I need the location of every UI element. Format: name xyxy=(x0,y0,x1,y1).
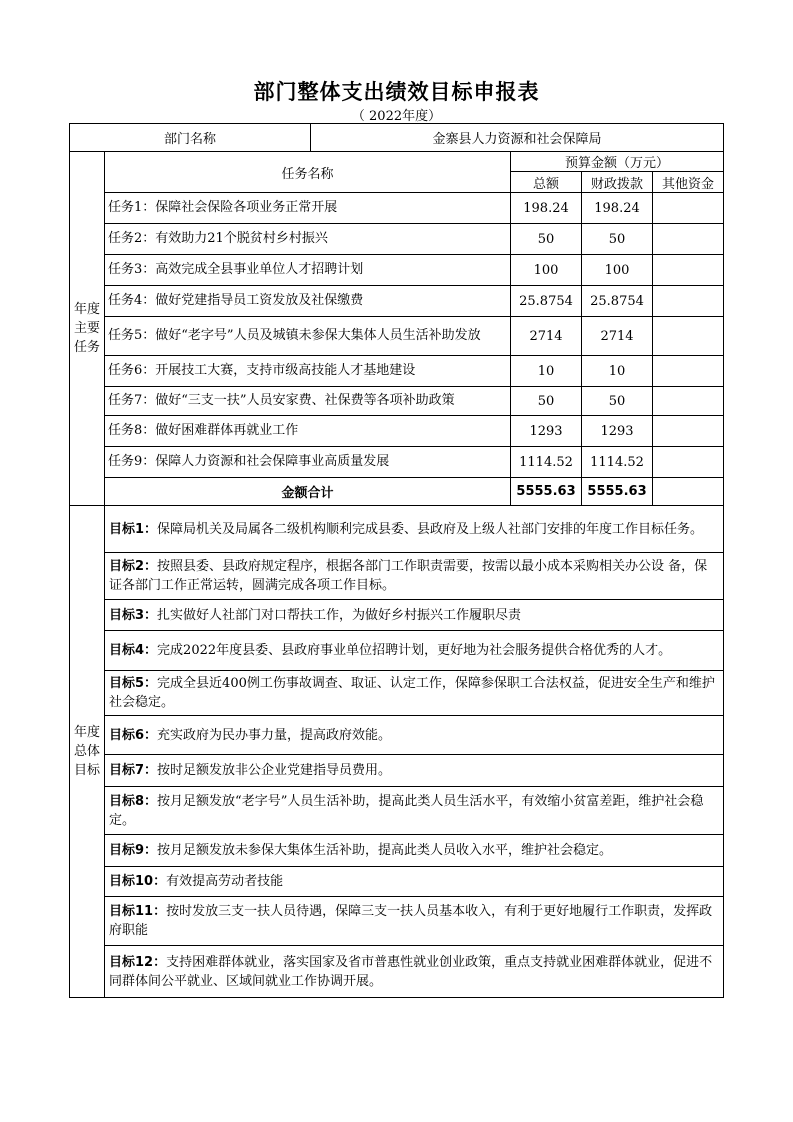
goal-text xyxy=(105,835,724,867)
goal-label: 目标12： xyxy=(109,954,167,970)
budget-header: 预算金额（万元） xyxy=(511,152,724,172)
task-fiscal: 50 xyxy=(582,387,653,416)
goal-text xyxy=(105,506,724,553)
goal-label: 目标1： xyxy=(109,521,158,537)
goals-section-label: 年度 总体 目标 xyxy=(70,506,105,998)
task-fiscal: 50 xyxy=(582,224,653,255)
sum-other xyxy=(653,478,724,506)
task-name: 任务2：有效助力21个脱贫村乡村振兴 xyxy=(105,224,511,255)
task-row xyxy=(70,416,724,447)
task-other xyxy=(653,416,724,447)
task-row xyxy=(70,286,724,317)
task-total: 50 xyxy=(511,387,582,416)
task-total: 25.8754 xyxy=(511,286,582,317)
task-other xyxy=(653,356,724,387)
task-row xyxy=(70,224,724,255)
goal-text xyxy=(105,553,724,600)
task-row xyxy=(70,447,724,478)
task-other xyxy=(653,224,724,255)
task-fiscal: 198.24 xyxy=(582,193,653,224)
goal-row xyxy=(70,946,724,998)
goal-row xyxy=(70,600,724,631)
dept-row xyxy=(70,124,724,152)
performance-table xyxy=(69,123,724,998)
task-fiscal: 1114.52 xyxy=(582,447,653,478)
goal-label: 目标5： xyxy=(109,676,158,691)
task-name: 任务6：开展技工大赛，支持市级高技能人才基地建设 xyxy=(105,356,511,387)
goal-label: 目标2： xyxy=(109,559,158,574)
col-other-header: 其他资金 xyxy=(653,172,724,193)
task-row xyxy=(70,193,724,224)
task-total: 10 xyxy=(511,356,582,387)
goal-row xyxy=(70,835,724,867)
task-other xyxy=(653,286,724,317)
goal-row xyxy=(70,787,724,835)
goal-row xyxy=(70,897,724,946)
col-fiscal-header: 财政拨款 xyxy=(582,172,653,193)
task-total: 50 xyxy=(511,224,582,255)
goal-text xyxy=(105,716,724,755)
goal-body: 充实政府为民办事力量，提高政府效能。 xyxy=(157,727,392,743)
task-name: 任务3：高效完成全县事业单位人才招聘计划 xyxy=(105,255,511,286)
task-row xyxy=(70,317,724,356)
goal-label: 目标4： xyxy=(109,643,158,658)
task-other xyxy=(653,387,724,416)
task-name: 任务1：保障社会保险各项业务正常开展 xyxy=(105,193,511,224)
goal-text xyxy=(105,787,724,835)
sum-label: 金额合计 xyxy=(105,478,511,506)
goal-body: 支持困难群体就业，落实国家及省市普惠性就业创业政策，重点支持就业困难群体就业，促进不同群体间公平就业、区域间就业工作协调开展。 xyxy=(109,954,713,989)
goal-body: 扎实做好人社部门对口帮扶工作，为做好乡村振兴工作履职尽责 xyxy=(157,607,522,623)
goal-body: 按时足额发放非公企业党建指导员费用。 xyxy=(157,763,392,778)
header-row-1 xyxy=(70,152,724,172)
task-fiscal: 100 xyxy=(582,255,653,286)
goal-body: 按时发放三支一扶人员待遇，保障三支一扶人员基本收入，有利于更好地履行工作职责，发挥政府职能 xyxy=(109,904,713,938)
task-total: 1293 xyxy=(511,416,582,447)
dept-label: 部门名称 xyxy=(70,124,311,152)
goal-label: 目标11： xyxy=(109,904,167,919)
goal-body: 有效提高劳动者技能 xyxy=(166,874,284,889)
goal-row xyxy=(70,631,724,671)
goal-row xyxy=(70,506,724,553)
goal-text xyxy=(105,867,724,897)
sum-total: 5555.63 xyxy=(511,478,582,506)
goal-body: 保障局机关及局属各二级机构顺利完成县委、县政府及上级人社部门安排的年度工作目标任务。 xyxy=(157,521,704,537)
col-total-header: 总额 xyxy=(511,172,582,193)
goal-label: 目标7： xyxy=(109,763,158,778)
task-fiscal: 25.8754 xyxy=(582,286,653,317)
goal-body: 完成全县近400例工伤事故调查、取证、认定工作，保障参保职工合法权益，促进安全生产和维护社会稳定。 xyxy=(109,676,715,710)
tasks-section-label: 年度 主要 任务 xyxy=(70,152,105,506)
sum-row xyxy=(70,478,724,506)
task-name: 任务5：做好“老字号”人员及城镇未参保大集体人员生活补助发放 xyxy=(105,317,511,356)
goal-row xyxy=(70,867,724,897)
task-row xyxy=(70,255,724,286)
task-fiscal: 2714 xyxy=(582,317,653,356)
goal-text xyxy=(105,631,724,671)
goal-label: 目标10： xyxy=(109,874,167,889)
goal-row xyxy=(70,553,724,600)
task-total: 2714 xyxy=(511,317,582,356)
sum-fiscal: 5555.63 xyxy=(582,478,653,506)
task-name: 任务9：保障人力资源和社会保障事业高质量发展 xyxy=(105,447,511,478)
task-total: 100 xyxy=(511,255,582,286)
goal-label: 目标6： xyxy=(109,727,158,743)
task-name: 任务8：做好困难群体再就业工作 xyxy=(105,416,511,447)
goal-body: 按照县委、县政府规定程序，根据各部门工作职责需要，按需以最小成本采购相关办公设 备，保证各部门工作正常运转，圆满完成各项工作目标。 xyxy=(109,559,708,593)
task-total: 1114.52 xyxy=(511,447,582,478)
dept-name: 金寨县人力资源和社会保障局 xyxy=(311,124,724,152)
task-name: 任务7：做好“三支一扶”人员安家费、社保费等各项补助政策 xyxy=(105,387,511,416)
task-fiscal: 10 xyxy=(582,356,653,387)
task-other xyxy=(653,193,724,224)
goal-body: 完成2022年度县委、县政府事业单位招聘计划，更好地为社会服务提供合格优秀的人才。 xyxy=(157,643,672,658)
goal-label: 目标3： xyxy=(109,607,158,623)
task-other xyxy=(653,447,724,478)
task-fiscal: 1293 xyxy=(582,416,653,447)
goal-body: 按月足额发放未参保大集体生活补助，提高此类人员收入水平，维护社会稳定。 xyxy=(157,843,613,858)
goal-text xyxy=(105,600,724,631)
year-subtitle: （ 2022年度） xyxy=(351,109,442,124)
goal-text xyxy=(105,755,724,787)
goal-text xyxy=(105,946,724,998)
task-row xyxy=(70,387,724,416)
task-name: 任务4：做好党建指导员工资发放及社保缴费 xyxy=(105,286,511,317)
task-other xyxy=(653,255,724,286)
goal-row xyxy=(70,716,724,755)
goal-text xyxy=(105,671,724,716)
task-row xyxy=(70,356,724,387)
task-total: 198.24 xyxy=(511,193,582,224)
page-title: 部门整体支出绩效目标申报表 xyxy=(253,80,540,104)
task-name-header: 任务名称 xyxy=(105,152,511,193)
goal-text xyxy=(105,897,724,946)
goal-row xyxy=(70,755,724,787)
goal-row xyxy=(70,671,724,716)
goal-body: 按月足额发放“老字号”人员生活补助，提高此类人员生活水平，有效缩小贫富差距，维护社会稳定。 xyxy=(109,793,704,828)
goal-label: 目标8： xyxy=(109,793,158,809)
goal-label: 目标9： xyxy=(109,843,158,858)
task-other xyxy=(653,317,724,356)
